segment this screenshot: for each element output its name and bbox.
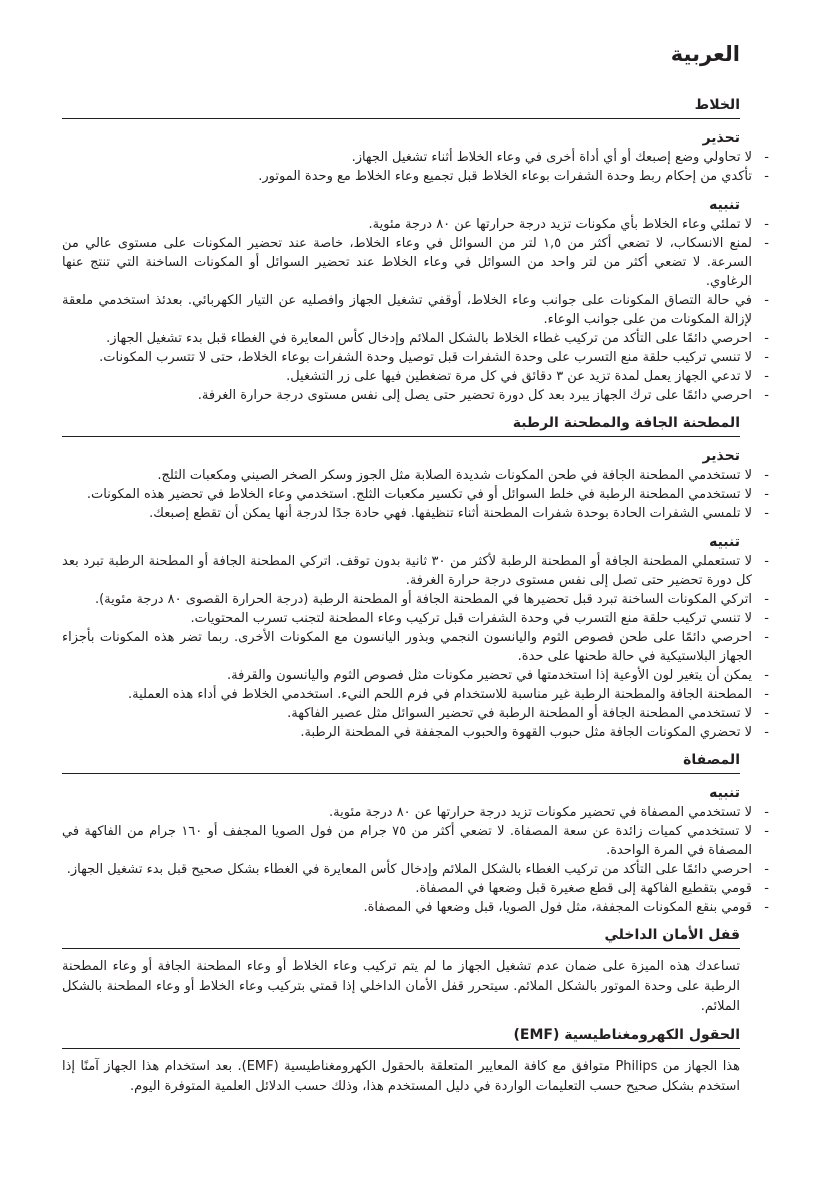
list-item: - لا تنسي تركيب حلقة منع التسرب في وحدة الشفرات قبل تركيب وعاء المطحنة لتجنب تسرب المحتويات.	[62, 609, 752, 628]
caution-label: تنبيه	[709, 785, 740, 801]
caution-label: تنبيه	[709, 197, 740, 213]
section-heading: المطحنة الجافة والمطحنة الرطبة	[62, 413, 740, 437]
caution-list	[62, 215, 752, 405]
section-heading: الحقول الكهرومغناطيسية (EMF)	[62, 1025, 740, 1049]
list-item: - احرصي دائمًا على التأكد من تركيب غطاء الخلاط بالشكل الملائم وإدخال كأس المعايرة في الغطاء قبل بدء تشغيل الجهاز.	[62, 329, 752, 348]
section-heading: قفل الأمان الداخلي	[62, 925, 740, 949]
list-item: - لا تستخدمي المطحنة الجافة أو المطحنة الرطبة في تحضير السوائل مثل عصير الفاكهة.	[62, 704, 752, 723]
list-item: - احرصي دائمًا على طحن فصوص الثوم واليانسون النجمي وبذور اليانسون مع المكونات الأخرى. ربما تضر هذه المكونات بأجزاء الجهاز البلاستيكية في حالة طحنها على حدة.	[62, 628, 752, 666]
list-item: - لا تستخدمي المطحنة الجافة في طحن المكونات شديدة الصلابة مثل الجوز وسكر الصخر الصيني ومكعبات الثلج.	[62, 466, 752, 485]
section-emf	[62, 1025, 740, 1097]
list-item: - قومي بتقطيع الفاكهة إلى قطع صغيرة قبل وضعها في المصفاة.	[62, 879, 752, 898]
section-mills	[62, 413, 752, 742]
caution-list	[62, 803, 752, 917]
caution-list	[62, 552, 752, 742]
section-safety-lock	[62, 925, 740, 1017]
warning-list	[62, 148, 752, 186]
language-title: العربية	[670, 42, 740, 66]
caution-label: تنبيه	[709, 534, 740, 550]
list-item: - تأكدي من إحكام ربط وحدة الشفرات بوعاء الخلاط قبل تجميع وعاء الخلاط مع وحدة الموتور.	[62, 167, 752, 186]
list-item: - احرصي دائمًا على التأكد من تركيب الغطاء بالشكل الملائم وإدخال كأس المعايرة في الغطاء بشكل صحيح قبل بدء تشغيل الجهاز.	[62, 860, 752, 879]
list-item: - يمكن أن يتغير لون الأوعية إذا استخدمتها في تحضير مكونات مثل فصوص الثوم واليانسون والقرفة.	[62, 666, 752, 685]
section-filter	[62, 750, 752, 917]
list-item: - لا تحضري المكونات الجافة مثل حبوب القهوة والحبوب المجففة في المطحنة الرطبة.	[62, 723, 752, 742]
list-item: - لا تحاولي وضع إصبعك أو أي أداة أخرى في وعاء الخلاط أثناء تشغيل الجهاز.	[62, 148, 752, 167]
list-item: - المطحنة الجافة والمطحنة الرطبة غير مناسبة للاستخدام في فرم اللحم النيء. استخدمي الخلاط في أداء هذه العملية.	[62, 685, 752, 704]
list-item: - في حالة التصاق المكونات على جوانب وعاء الخلاط، أوقفي تشغيل الجهاز وافصليه عن التيار الكهربائي. بعدئذ استخدمي ملعقة لإزالة المكونات من على جوانب الوعاء.	[62, 291, 752, 329]
list-item: - لا تستخدمي كميات زائدة عن سعة المصفاة. لا تضعي أكثر من ٧٥ جرام من فول الصويا المجفف أو ١٦٠ جرام من الفاكهة في المصفاة في المرة الواحدة.	[62, 822, 752, 860]
list-item: - لا تستخدمي المصفاة في تحضير مكونات تزيد درجة حرارتها عن ٨٠ درجة مئوية.	[62, 803, 752, 822]
warning-list	[62, 466, 752, 523]
section-heading: المصفاة	[62, 750, 740, 774]
list-item: - لا تملئي وعاء الخلاط بأي مكونات تزيد درجة حرارتها عن ٨٠ درجة مئوية.	[62, 215, 752, 234]
list-item: - احرصي دائمًا على ترك الجهاز يبرد بعد كل دورة تحضير حتى يصل إلى نفس مستوى درجة حرارة الغرفة.	[62, 386, 752, 405]
body-paragraph: تساعدك هذه الميزة على ضمان عدم تشغيل الجهاز ما لم يتم تركيب وعاء الخلاط أو وعاء المطحنة الجافة أو وعاء المطحنة الرطبة على وحدة الموتور بالشكل الملائم. سيتحرر قفل الأمان الداخلي إذا قمتي بتركيب وعاء الخلاط أو وعاء المطحنة بالشكل الملائم.	[62, 959, 740, 1014]
section-blender	[62, 95, 752, 405]
list-item: - اتركي المكونات الساخنة تبرد قبل تحضيرها في المطحنة الجافة أو المطحنة الرطبة (درجة الحرارة القصوى ٨٠ درجة مئوية).	[62, 590, 752, 609]
warning-label: تحذير	[702, 130, 740, 146]
list-item: - لا تدعي الجهاز يعمل لمدة تزيد عن ٣ دقائق في كل مرة تضغطين فيها على زر التشغيل.	[62, 367, 752, 386]
list-item: - لا تلمسي الشفرات الحادة بوحدة شفرات المطحنة أثناء تنظيفها. فهي حادة جدًا لدرجة أنها يمكن أن تقطع إصبعك.	[62, 504, 752, 523]
warning-label: تحذير	[702, 448, 740, 464]
body-paragraph: هذا الجهاز من Philips متوافق مع كافة المعايير المتعلقة بالحقول الكهرومغناطيسية (EMF). بعد استخدام هذا الجهاز آمنًا إذا استخدم بشكل صحيح حسب التعليمات الواردة في دليل المستخدم هذا، وذلك حسب الدلائل العلمية المتوفرة اليوم.	[62, 1059, 740, 1094]
list-item: - لا تنسي تركيب حلقة منع التسرب على وحدة الشفرات قبل توصيل وحدة الشفرات بوعاء الخلاط، حتى لا تتسرب المكونات.	[62, 348, 752, 367]
list-item: - قومي بنقع المكونات المجففة، مثل فول الصويا، قبل وضعها في المصفاة.	[62, 898, 752, 917]
list-item: - لا تستعملي المطحنة الجافة أو المطحنة الرطبة لأكثر من ٣٠ ثانية بدون توقف. اتركي المطحنة الجافة أو المطحنة الرطبة تبرد بعد كل دورة تحضير حتى تصل إلى نفس مستوى درجة حرارة الغرفة.	[62, 552, 752, 590]
section-heading: الخلاط	[62, 95, 740, 119]
list-item: - لا تستخدمي المطحنة الرطبة في خلط السوائل أو في تكسير مكعبات الثلج. استخدمي وعاء الخلاط في تحضير هذه المكونات.	[62, 485, 752, 504]
list-item: - لمنع الانسكاب، لا تضعي أكثر من ١,٥ لتر من السوائل في وعاء الخلاط، خاصة عند تحضير المكونات على مستوى عالي من السرعة. لا تضعي أكثر من لتر واحد من السوائل في وعاء الخلاط عند تحضير السوائل أو المكونات الساخنة التي تنتج عنها الرغاوي.	[62, 234, 752, 291]
